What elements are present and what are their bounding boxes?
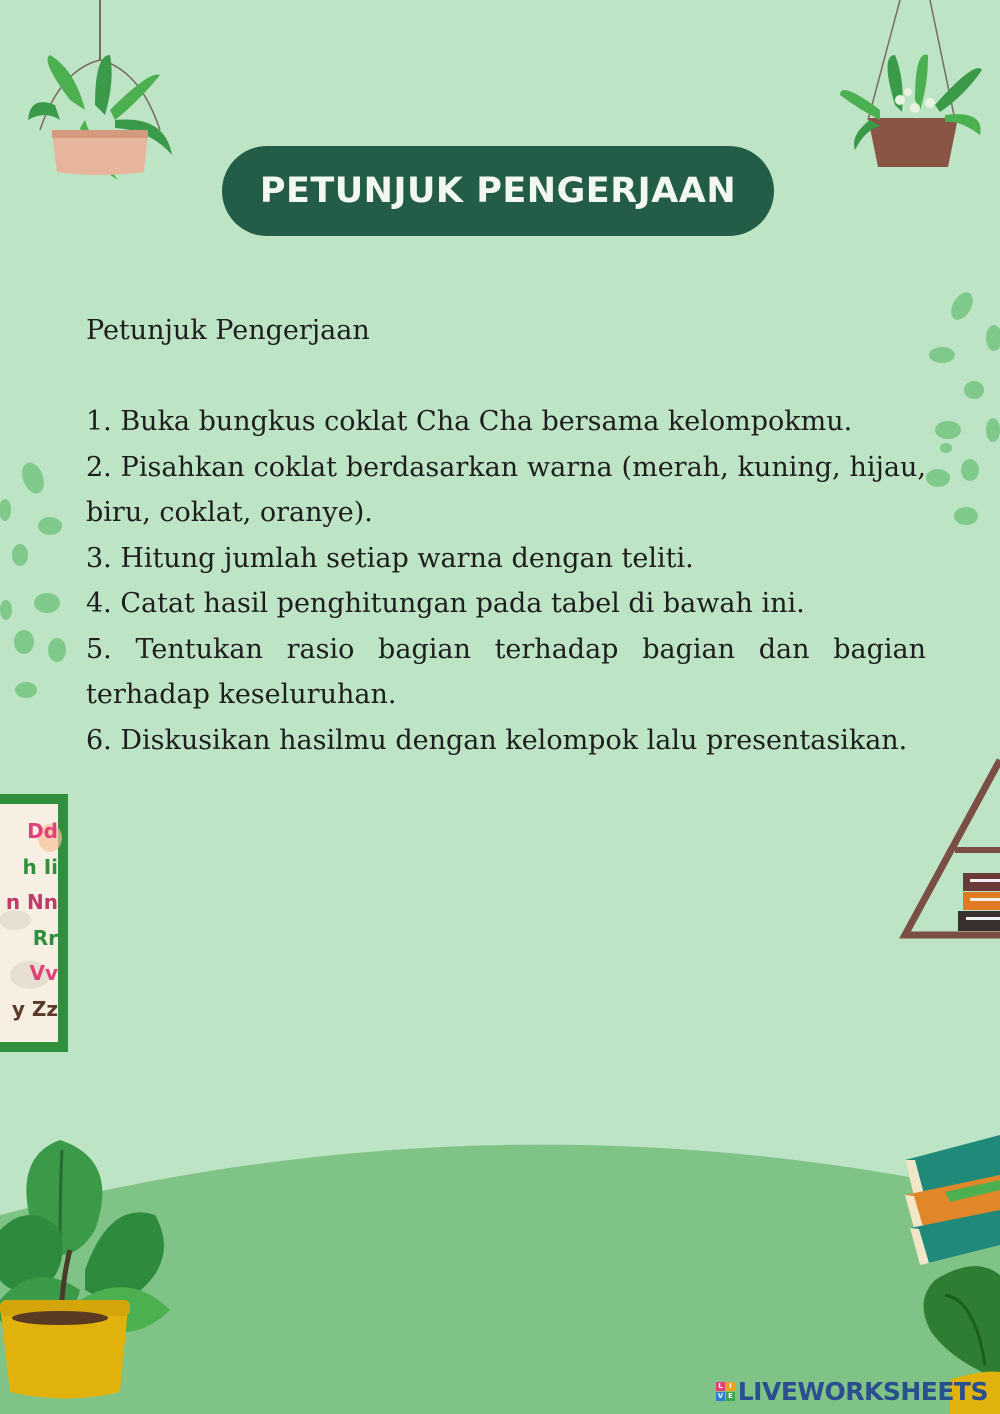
instructions-heading: Petunjuk Pengerjaan	[86, 315, 370, 346]
triangle-shelf-icon	[905, 760, 1000, 935]
step-item: 5. Tentukan rasio bagian terhadap bagian dan bagian terhadap keseluruhan.	[86, 633, 926, 710]
hanging-plant-right-icon	[840, 0, 982, 167]
steps-list	[86, 399, 926, 763]
alphabet-line: Rr	[32, 925, 58, 950]
alphabet-line: y Zz	[11, 996, 58, 1021]
leaf-dots-right-icon	[926, 289, 1000, 525]
alphabet-line: n Nn	[5, 890, 58, 914]
liveworksheets-logo[interactable]	[716, 1377, 988, 1406]
step-item: 6. Diskusikan hasilmu dengan kelompok lalu presentasikan.	[86, 724, 908, 756]
alphabet-line: Vv	[29, 961, 58, 985]
book-stack-icon	[905, 1135, 1000, 1265]
brand-text: LIVEWORKSHEETS	[737, 1377, 988, 1406]
step-item: 2. Pisahkan coklat berdasarkan warna (merah, kuning, hijau, biru, coklat, oranye).	[86, 451, 926, 528]
liveworksheets-logo-icon: L I V E	[716, 1382, 735, 1401]
alphabet-line: Dd	[27, 819, 58, 843]
leaf-dots-left-icon	[0, 460, 66, 698]
instructions	[86, 308, 926, 763]
step-item: 3. Hitung jumlah setiap warna dengan teliti.	[86, 542, 694, 574]
step-item: 4. Catat hasil penghitungan pada tabel di bawah ini.	[86, 588, 805, 619]
hanging-plant-left-icon	[28, 0, 172, 180]
alphabet-chart	[0, 814, 58, 1027]
alphabet-line: h Ii	[22, 854, 58, 879]
page-title: PETUNJUK PENGERJAAN	[222, 146, 774, 236]
step-item: 1. Buka bungkus coklat Cha Cha bersama kelompokmu.	[86, 406, 853, 437]
